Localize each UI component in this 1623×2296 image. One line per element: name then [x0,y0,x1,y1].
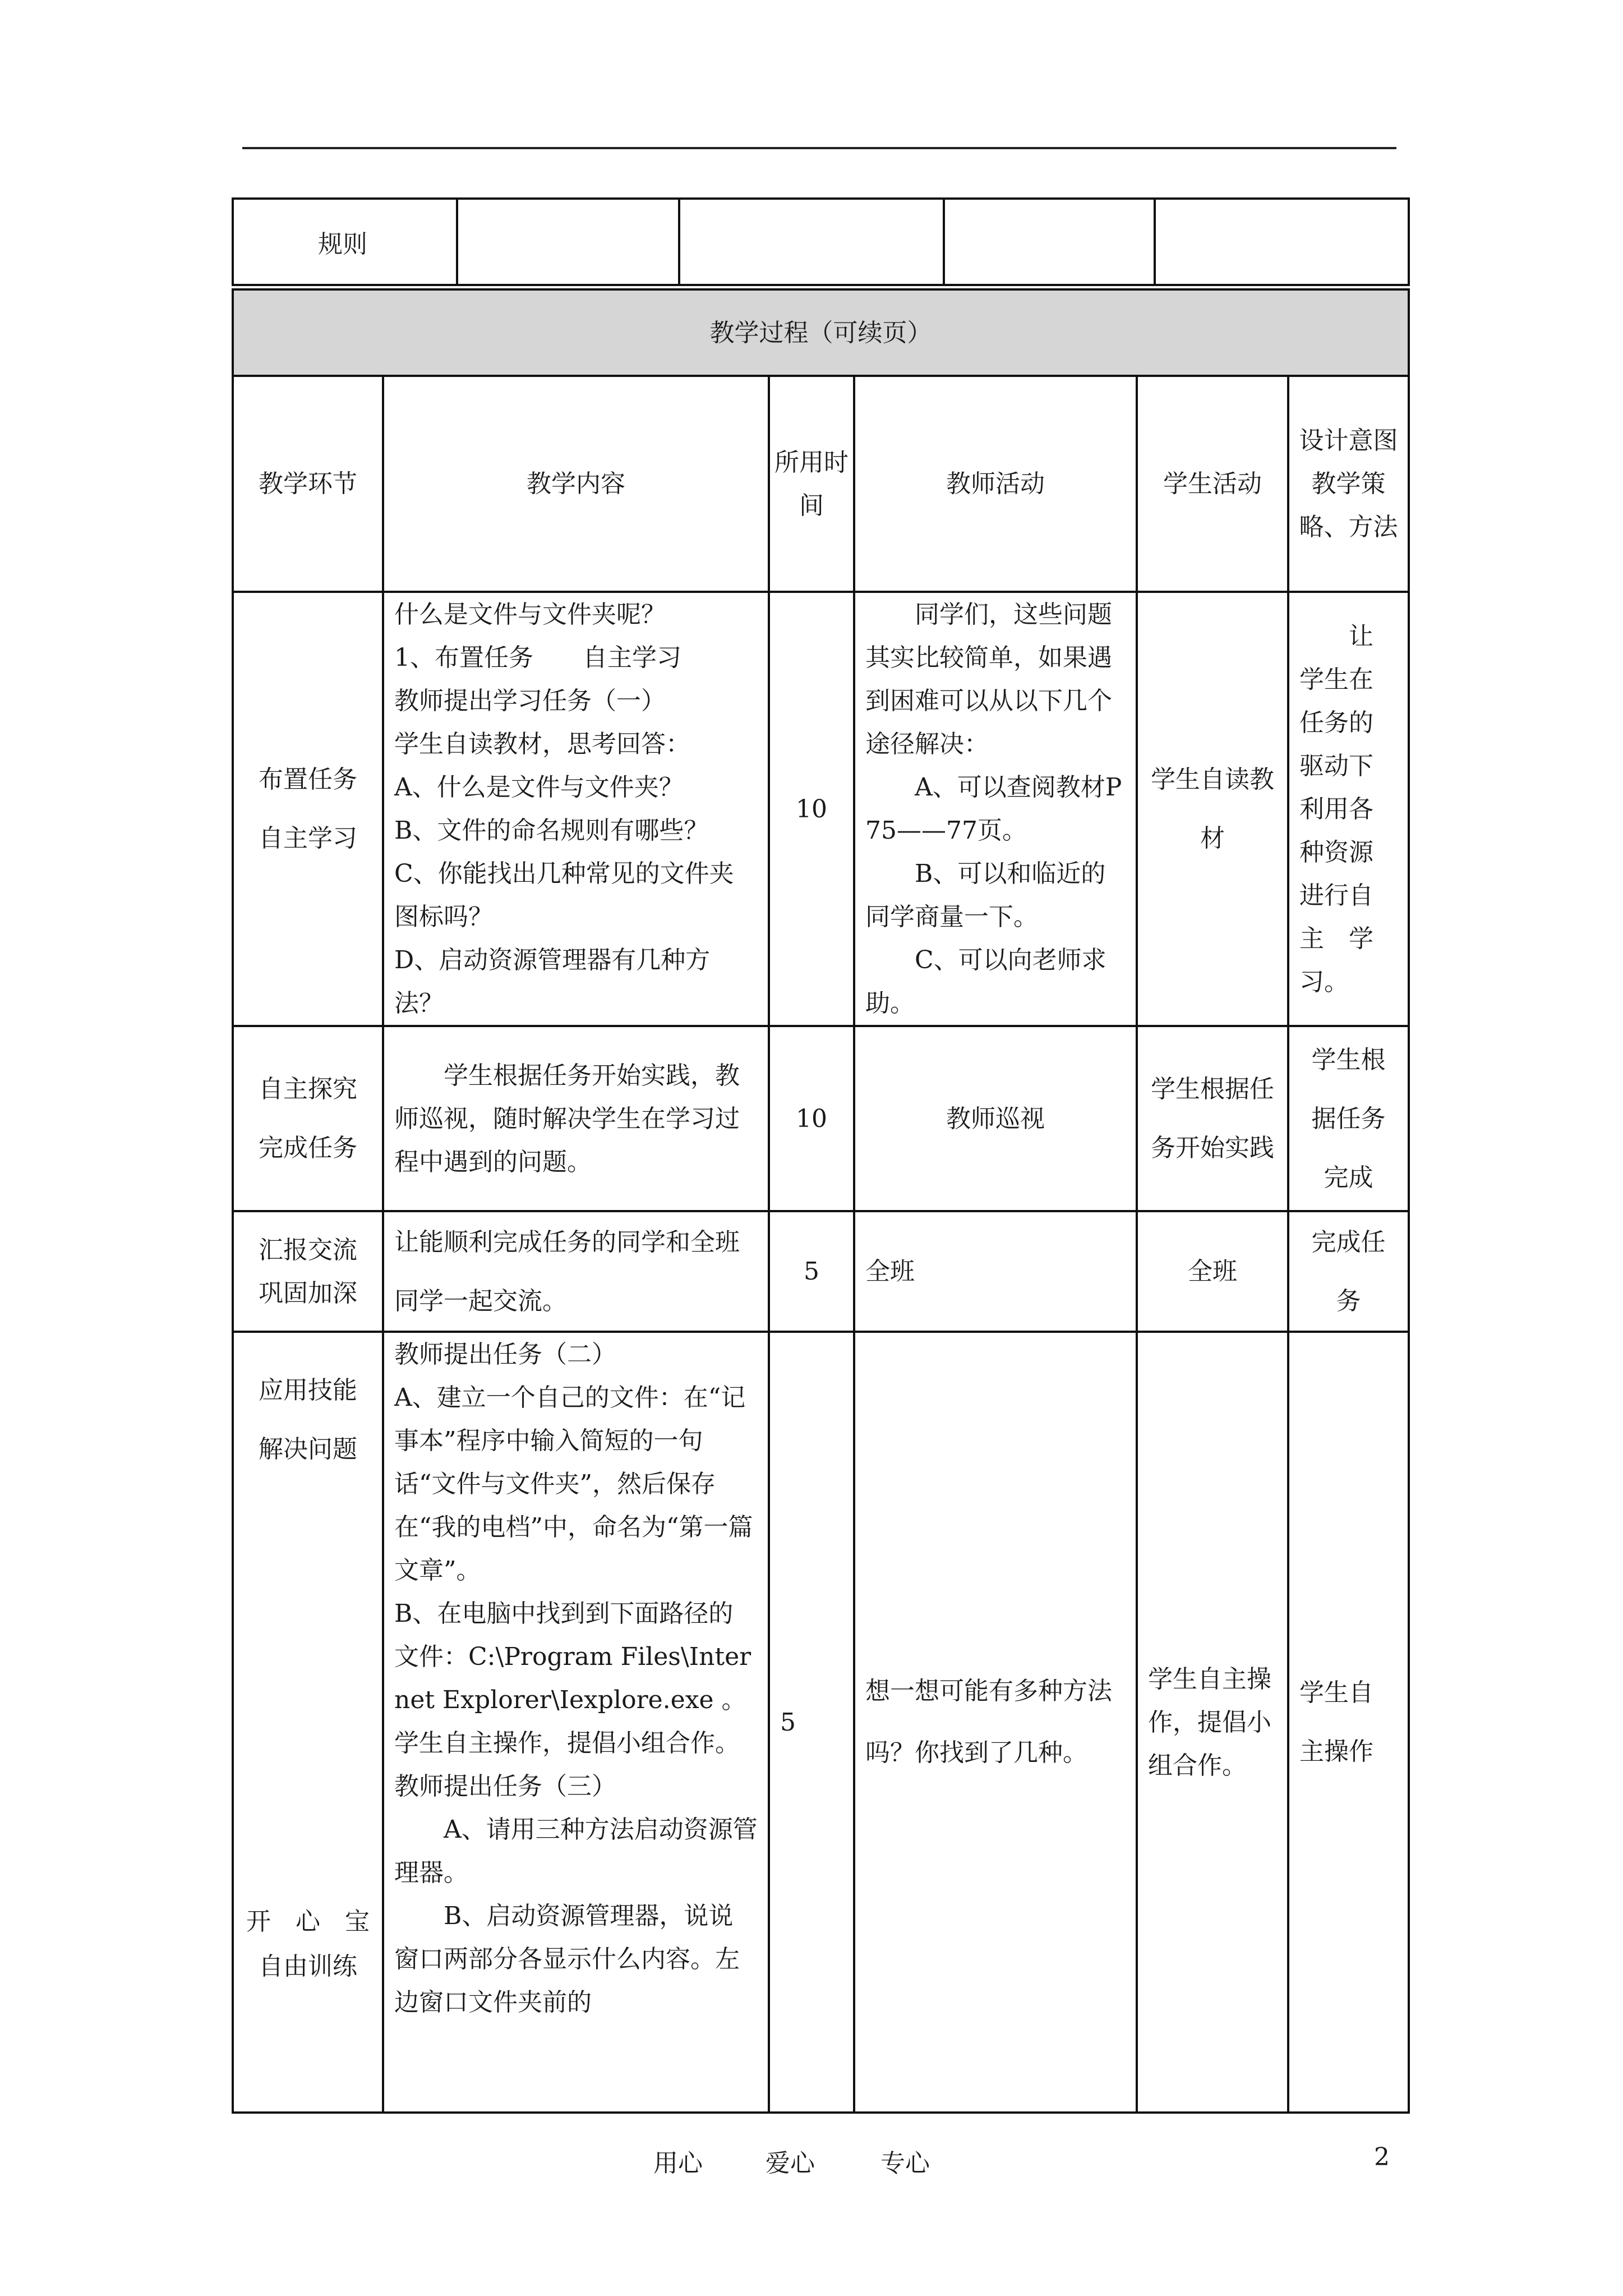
footer-motto-1: 用心 [653,2149,703,2178]
teaching-process-table [232,288,1410,2114]
content-line: 什么是文件与文件夹呢？ [394,600,666,629]
teacher-line: 同学们，这些问题其实比较简单，如果遇到困难可以从以下几个途径解决： [865,600,1112,758]
phase-line: 巩固加深 [259,1278,357,1308]
content-line: 教师提出学习任务（一） [394,687,666,715]
header-design: 设计意图教学策略、方法 [1288,376,1409,592]
student-cell: 学生根据任务开始实践 [1137,1026,1288,1211]
rule-label: 规则 [233,199,457,285]
content-line: D、启动资源管理器有几种方法？ [394,946,711,1018]
phase-line: 开 心 宝 [246,1907,370,1936]
design-cell: 学生自主操作 [1288,1332,1409,2113]
phase-line: 汇报交流 [259,1235,357,1264]
content-line: 教师提出任务（二） [394,1340,616,1369]
header-time: 所用时间 [769,376,854,592]
header-content: 教学内容 [383,376,769,592]
header-teacher: 教师活动 [854,376,1137,592]
teacher-line: C、可以向老师求助。 [865,946,1106,1018]
teacher-cell: 全班 [854,1211,1137,1332]
phase-cell [233,1211,383,1332]
content-line: C、你能找出几种常见的文件夹图标吗？ [394,859,734,931]
rule-row [233,199,1409,285]
time-cell: 10 [769,1026,854,1211]
header-rule [242,147,1396,149]
table-row [233,592,1409,1026]
rule-cell-empty [1155,199,1409,285]
teacher-cell: 想一想可能有多种方法吗？你找到了几种。 [854,1332,1137,2113]
content-cell [383,1332,769,2113]
phase-line: 自主学习 [259,824,357,853]
header-phase: 教学环节 [233,376,383,592]
teacher-line: B、可以和临近的同学商量一下。 [865,859,1106,931]
content-line: A、什么是文件与文件夹？ [394,773,684,802]
design-cell: 完成任务 [1288,1211,1409,1332]
content-cell: 让能顺利完成任务的同学和全班同学一起交流。 [383,1211,769,1332]
content-line: B、在电脑中找到到下面路径的文件：C:\Program Files\Internet Explorer\Iexplore.exe 。 [394,1599,751,1714]
content-line: 学生自读教材，思考回答： [394,730,690,758]
content-line: A、建立一个自己的文件：在“记事本”程序中输入简短的一句话“文件与文件夹”，然后保存在“我的电档”中，命名为“第一篇文章”。 [394,1383,753,1585]
footer-motto-2: 爱心 [766,2149,815,2178]
design-cell: 学生根据任务完成 [1288,1026,1409,1211]
design-cell: 让学生在任务的驱动下利用各种资源进行自主 学习。 [1288,592,1409,1026]
content-line: B、启动资源管理器，说说窗口两部分各显示什么内容。左边窗口文件夹前的 [394,1902,740,2017]
time-cell: 5 [769,1211,854,1332]
rule-cell-empty [457,199,679,285]
phase-line: 自主探究 [259,1075,357,1103]
section-title: 教学过程（可续页） [233,289,1409,376]
phase-line: 布置任务 [259,765,357,794]
content-cell [383,592,769,1026]
student-cell: 全班 [1137,1211,1288,1332]
page-number: 2 [1374,2143,1390,2171]
phase-line: 应用技能 [259,1376,357,1405]
teacher-line: A、可以查阅教材P75——77页。 [865,773,1122,845]
phase-cell [233,1332,383,2113]
teacher-cell: 教师巡视 [854,1026,1137,1211]
rule-cell-empty [944,199,1155,285]
rule-row-table [232,197,1410,286]
content-cell: 学生根据任务开始实践，教师巡视，随时解决学生在学习过程中遇到的问题。 [383,1026,769,1211]
header-row [233,376,1409,592]
phase-cell [233,1026,383,1211]
time-cell: 5 [769,1332,854,2113]
header-student: 学生活动 [1137,376,1288,592]
content-line: B、文件的命名规则有哪些？ [394,816,709,845]
student-cell: 学生自主操作，提倡小组合作。 [1137,1332,1288,2113]
content-line: 1、布置任务 自主学习 [394,643,681,672]
table-row [233,1211,1409,1332]
table-row [233,1332,1409,2113]
time-cell: 10 [769,592,854,1026]
phase-line: 完成任务 [259,1134,357,1162]
phase-line: 解决问题 [259,1435,357,1464]
phase-line: 自由训练 [259,1952,357,1981]
content-line: 学生自主操作，提倡小组合作。 [394,1729,740,1757]
footer-motto-3: 专心 [880,2149,930,2178]
section-title-row [233,289,1409,376]
phase-cell [233,592,383,1026]
phase-bottom [234,1899,382,1989]
student-cell: 学生自读教材 [1137,592,1288,1026]
rule-cell-empty [679,199,944,285]
table-row [233,1026,1409,1211]
content-line: A、请用三种方法启动资源管理器。 [394,1815,758,1887]
teacher-cell [854,592,1137,1026]
content-line: 教师提出任务（三） [394,1772,616,1801]
